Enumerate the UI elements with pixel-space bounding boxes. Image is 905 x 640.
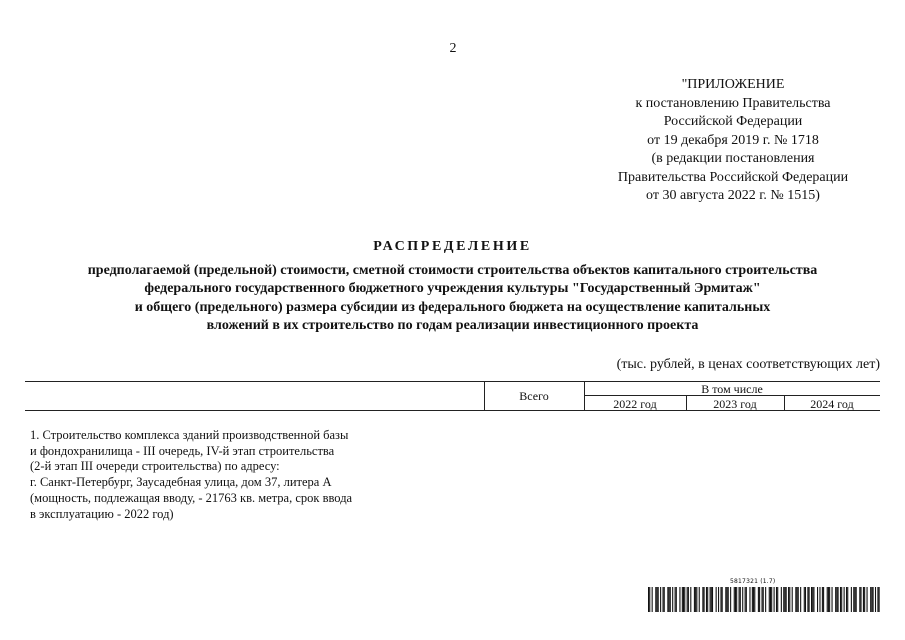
barcode-bar [682, 587, 683, 612]
appendix-line: от 19 декабря 2019 г. № 1718 [647, 132, 819, 148]
barcode-bar [720, 587, 721, 612]
barcode-bar [658, 587, 659, 612]
barcode-bar [776, 587, 777, 612]
barcode-bar [736, 587, 737, 612]
subtitle-line: предполагаемой (предельной) стоимости, сметной стоимости строительства объектов капитального строительства [87, 263, 818, 278]
barcode-bar [734, 587, 735, 612]
barcode-bar [728, 587, 729, 612]
barcode-bar [763, 587, 764, 612]
barcode-bar [669, 587, 670, 612]
barcode-bar [856, 587, 857, 612]
barcode-bar [783, 587, 784, 612]
barcode-bar [838, 587, 839, 612]
barcode-bar [804, 587, 805, 612]
header-year-2024: 2024 год [810, 397, 854, 411]
barcode-bar [652, 587, 653, 612]
appendix-line: к постановлению Правительства [635, 95, 831, 111]
barcode-bar [875, 587, 876, 612]
barcode-bar [789, 587, 790, 612]
header-year-2023: 2023 год [713, 397, 757, 411]
barcode-bar [676, 587, 677, 612]
barcode-bar [822, 587, 823, 612]
subtitle-line: и общего (предельного) размера субсидии из федерального бюджета на осуществление капитальных [134, 299, 771, 315]
barcode-bar [795, 587, 796, 612]
barcode-bar [688, 587, 689, 612]
barcode-bar [836, 587, 837, 612]
barcode-bar [695, 587, 696, 612]
barcode-bar [730, 587, 731, 612]
barcode-bar [796, 587, 797, 612]
barcode-bar [694, 587, 695, 612]
barcode-bar [662, 587, 663, 612]
barcode-bar [684, 587, 685, 612]
barcode-bar [667, 587, 668, 612]
page-number: 2 [449, 41, 457, 56]
barcode-bar [752, 587, 753, 612]
barcode-bar [847, 587, 848, 612]
barcode-bar [841, 587, 842, 612]
appendix-line: (в редакции постановления [651, 151, 815, 166]
barcode-bar [769, 587, 770, 612]
barcode-bar [873, 587, 874, 612]
barcode-bar [754, 587, 755, 612]
table-row [30, 428, 390, 522]
barcode-bar [859, 587, 860, 612]
row-line: в эксплуатацию - 2022 год) [30, 506, 174, 521]
barcode-bar [649, 587, 650, 612]
barcode-bar [770, 587, 771, 612]
barcode-bar [771, 587, 772, 612]
barcode-bar [774, 587, 775, 612]
barcode-bar [863, 587, 864, 612]
barcode-bar [835, 587, 836, 612]
barcode-bar [655, 587, 656, 612]
barcode-bar [851, 587, 852, 612]
barcode-bar [812, 587, 813, 612]
barcode-bar [784, 587, 785, 612]
barcode-bar [758, 587, 759, 612]
barcode-bar [879, 587, 880, 612]
appendix-line: "ПРИЛОЖЕНИЕ [681, 77, 785, 92]
barcode-bar [722, 587, 723, 612]
barcode-bar [745, 587, 746, 612]
barcode-bar [648, 587, 649, 612]
barcode-bar [765, 587, 766, 612]
document-title: РАСПРЕДЕЛЕНИЕ [373, 239, 532, 254]
barcode-bar [696, 587, 697, 612]
barcode-bar [788, 587, 789, 612]
header-group: В том числе [701, 382, 763, 396]
barcode-bar [871, 587, 872, 612]
barcode-bar [823, 587, 824, 612]
barcode-bar [675, 587, 676, 612]
barcode-bar [672, 587, 673, 612]
barcode-bar [702, 587, 703, 612]
barcode-bar [710, 587, 711, 612]
appendix-block [585, 76, 881, 206]
barcode-bar [726, 587, 727, 612]
barcode-bar [687, 587, 688, 612]
barcode-bar [725, 587, 726, 612]
barcode-bar [716, 587, 717, 612]
appendix-line: Правительства Российской Федерации [617, 169, 849, 185]
barcode-bar [690, 587, 691, 612]
barcode-bar [870, 587, 871, 612]
barcode-bar [683, 587, 684, 612]
appendix-line: Российской Федерации [663, 114, 803, 129]
header-year-2022: 2022 год [613, 397, 657, 411]
barcode-bar [809, 587, 810, 612]
row-line: г. Санкт-Петербург, Заусадебная улица, дом 37, литера А [30, 475, 332, 490]
barcode-bar [864, 587, 865, 612]
barcode-bar [704, 587, 705, 612]
barcode-bar [800, 587, 801, 612]
barcode-bar [735, 587, 736, 612]
barcode-label: 5817321 (1.7) [730, 578, 776, 585]
barcode-bar [819, 587, 820, 612]
barcode-bar [759, 587, 760, 612]
barcode-bar [781, 587, 782, 612]
barcode-bar [813, 587, 814, 612]
barcode-bar [853, 587, 854, 612]
barcode-bar [718, 587, 719, 612]
units-note: (тыс. рублей, в ценах соответствующих лет) [616, 357, 880, 372]
barcode-bar [761, 587, 762, 612]
barcode-bar [712, 587, 713, 612]
barcode-bar [827, 587, 828, 612]
barcode-bar [811, 587, 812, 612]
barcode-bar [664, 587, 665, 612]
barcode-bar [749, 587, 750, 612]
barcode-bar [867, 587, 868, 612]
barcode-bar [798, 587, 799, 612]
subtitle-line: вложений в их строительство по годам реализации инвестиционного проекта [206, 317, 699, 333]
barcode-bar [699, 587, 700, 612]
header-total: Всего [519, 389, 549, 403]
barcode-image [648, 587, 881, 612]
barcode-bar [844, 587, 845, 612]
row-line: (2-й этап III очереди строительства) по адресу: [30, 459, 280, 474]
barcode-bar [817, 587, 818, 612]
barcode-bar [786, 587, 787, 612]
barcode-bar [660, 587, 661, 612]
barcode-bar [739, 587, 740, 612]
barcode-bar [679, 587, 680, 612]
subtitle-line: федерального государственного бюджетного учреждения культуры "Государственный Эрмитаж" [144, 281, 761, 297]
barcode-bar [832, 587, 833, 612]
barcode-bar [706, 587, 707, 612]
document-subtitle [30, 262, 875, 335]
row-line: 1. Строительство комплекса зданий производственной базы [30, 428, 349, 442]
barcode-bar [860, 587, 861, 612]
barcode-bar [777, 587, 778, 612]
barcode-bar [656, 587, 657, 612]
barcode-bar [711, 587, 712, 612]
barcode-bar [828, 587, 829, 612]
barcode-bar [746, 587, 747, 612]
barcode-bar [877, 587, 878, 612]
barcode-bar [740, 587, 741, 612]
barcode-bar [670, 587, 671, 612]
barcode-bar [854, 587, 855, 612]
barcode-bar [742, 587, 743, 612]
row-line: (мощность, подлежащая вводу, - 21763 кв. метра, срок ввода [30, 490, 353, 505]
barcode-bar [846, 587, 847, 612]
barcode-bar [840, 587, 841, 612]
barcode-bar [707, 587, 708, 612]
appendix-line: от 30 августа 2022 г. № 1515) [646, 188, 820, 203]
barcode-bar [792, 587, 793, 612]
barcode-bar [807, 587, 808, 612]
barcode-bar [829, 587, 830, 612]
row-line: и фондохранилища - III очередь, IV-й этап строительства [30, 443, 335, 458]
barcode-bar [753, 587, 754, 612]
barcode-bar [805, 587, 806, 612]
